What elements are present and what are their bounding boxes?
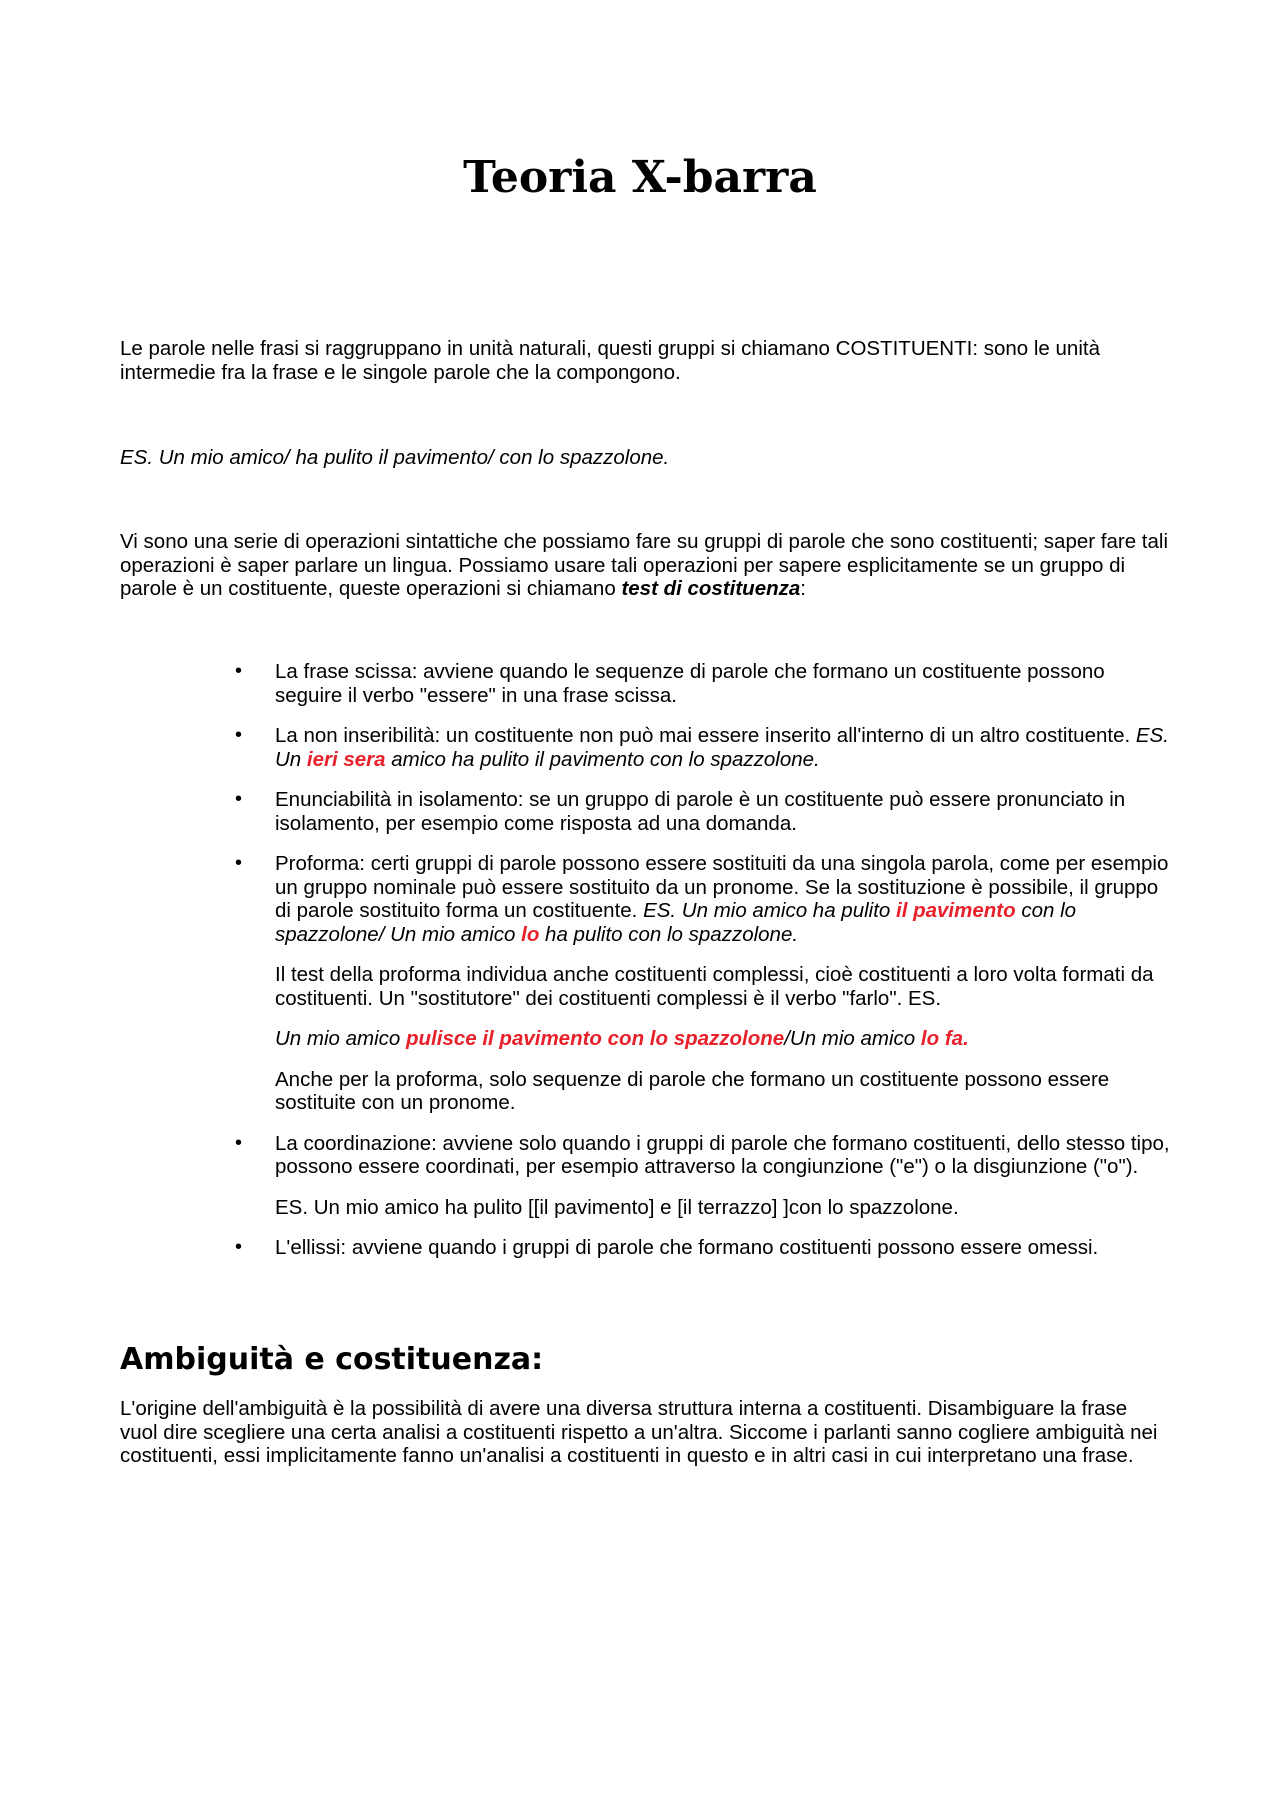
- bullet-icon: •: [235, 788, 243, 810]
- highlighted-text: pulisce il pavimento con lo spazzolone: [406, 1027, 785, 1050]
- operations-emphasis: test di costituenza: [621, 577, 801, 600]
- highlighted-text: lo: [521, 922, 540, 946]
- section-paragraph: L'origine dell'ambiguità è la possibilità di avere una diversa struttura interna a costituenti. Disambiguare la frase vuol dire scegliere una certa analisi a costituenti rispetto a un'altra. Siccome i parlanti sanno cogliere ambiguità nei costituenti, essi implicitamente fanno un'analisi a costituenti in questo e in altri casi in cui interpretano una frase.: [120, 1397, 1158, 1467]
- example-text: /Un mio amico: [784, 1027, 921, 1050]
- coordination-example: ES. Un mio amico ha pulito [[il pavimento] e [il terrazzo] ]con lo spazzolone.: [275, 1195, 959, 1219]
- constituency-tests-list: [120, 660, 1170, 1277]
- page-title: Teoria X-barra: [463, 152, 817, 203]
- test-text: Enunciabilità in isolamento: se un gruppo di parole è un costituente può essere pronunciato in isolamento, per esempio come risposta ad una domanda.: [275, 788, 1126, 835]
- list-item: [120, 660, 1170, 707]
- example-text: ES. Un mio amico ha pulito: [643, 899, 897, 922]
- test-text: La coordinazione: avviene solo quando i gruppi di parole che formano costituenti, dello stesso tipo, possono essere coordinati, per esempio attraverso la congiunzione ("e") o la disgiunzione ("o").: [275, 1131, 1170, 1178]
- test-text: L'ellissi: avviene quando i gruppi di parole che formano costituenti possono essere omessi.: [275, 1236, 1099, 1259]
- bullet-icon: •: [235, 852, 243, 874]
- example-text: ha pulito con lo spazzolone.: [539, 922, 799, 946]
- highlighted-text: ieri sera: [306, 747, 386, 771]
- example-text: amico ha pulito il pavimento con lo spazzolone.: [385, 747, 820, 771]
- list-item: [120, 788, 1170, 835]
- proforma-main: [275, 852, 1170, 946]
- proforma-complex-paragraph: Il test della proforma individua anche costituenti complessi, cioè costituenti a loro volta formati da costituenti. Un "sostitutore" dei costituenti complessi è il verbo "farlo". ES.: [275, 963, 1154, 1010]
- list-item: [120, 1236, 1170, 1260]
- highlighted-text: il pavimento: [896, 899, 1016, 922]
- bullet-icon: •: [235, 1131, 243, 1154]
- bullet-icon: •: [235, 724, 243, 746]
- test-text: La non inseribilità: un costituente non può mai essere inserito all'interno di un altro costituente.: [275, 724, 1136, 747]
- example-text: con lo spazzolone/ Un mio amico: [275, 899, 1077, 946]
- operations-paragraph: [120, 530, 1170, 601]
- proforma-example: [275, 1027, 1170, 1051]
- section-heading: Ambiguità e costituenza:: [120, 1342, 544, 1377]
- highlighted-text: lo fa.: [920, 1027, 969, 1050]
- bullet-icon: •: [235, 660, 243, 682]
- operations-text: Vi sono una serie di operazioni sintattiche che possiamo fare su gruppi di parole che sono costituenti; saper fare tali operazioni è saper parlare un lingua. Possiamo usare tali operazioni per sapere esplicitamente se un gruppo di parole è un costituente, queste operazioni si chiamano: [120, 530, 1169, 600]
- list-item: [120, 1132, 1170, 1220]
- list-item: [120, 852, 1170, 1115]
- intro-paragraph: Le parole nelle frasi si raggruppano in unità naturali, questi gruppi si chiamano COSTITUENTI: sono le unità intermedie fra la frase e le singole parole che la compongono.: [120, 337, 1100, 384]
- proforma-note: Anche per la proforma, solo sequenze di parole che formano un costituente possono essere sostituite con un pronome.: [275, 1067, 1110, 1114]
- test-text: Proforma: certi gruppi di parole possono essere sostituiti da una singola parola, come per esempio un gruppo nominale può essere sostituito da un pronome. Se la sostituzione è possibile, il gruppo di parole sostituito forma un costituente.: [275, 852, 1169, 922]
- example-sentence: ES. Un mio amico/ ha pulito il pavimento/ con lo spazzolone.: [120, 446, 670, 469]
- bullet-icon: •: [235, 1236, 243, 1258]
- test-text: La frase scissa: avviene quando le sequenze di parole che formano un costituente possono seguire il verbo "essere" in una frase scissa.: [275, 660, 1105, 707]
- operations-colon: :: [800, 577, 806, 600]
- example-text: Un mio amico: [275, 1027, 407, 1050]
- list-item: [120, 724, 1170, 771]
- example-text: ES. Un: [275, 724, 1169, 771]
